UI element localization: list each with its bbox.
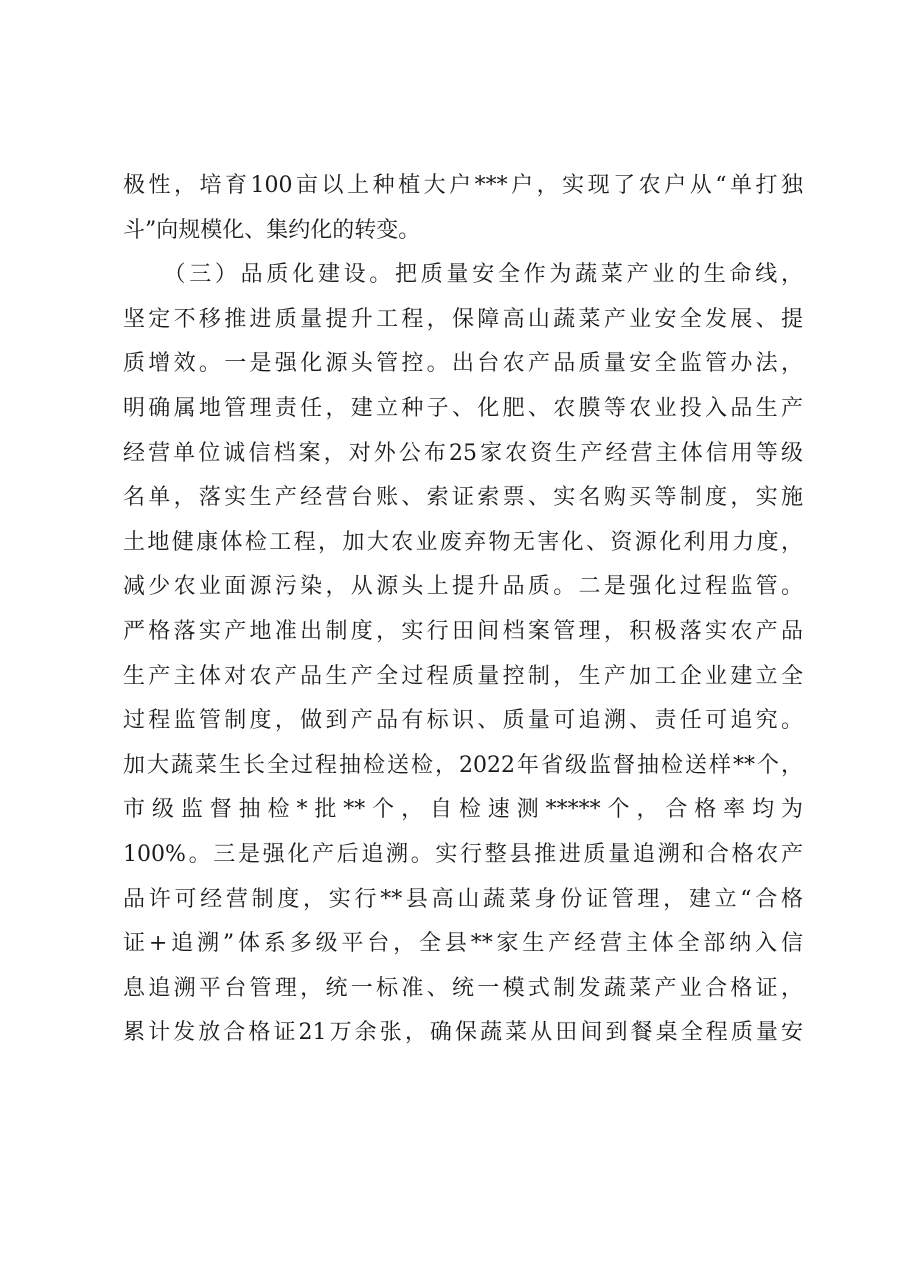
- text-line: 明确属地管理责任，建立种子、化肥、农膜等农业投入品生产: [123, 395, 803, 421]
- text-line: 累计发放合格证21万余张，确保蔬菜从田间到餐桌全程质量安: [123, 1020, 803, 1046]
- text-line: 坚定不移推进质量提升工程，保障高山蔬菜产业安全发展、提: [123, 306, 803, 332]
- text-line: 质增效。一是强化源头管控。出台农产品质量安全监管办法，: [123, 351, 803, 377]
- text-line: 严格落实产地准出制度，实行田间档案管理，积极落实农产品: [123, 618, 803, 644]
- text-line: 土地健康体检工程，加大农业废弃物无害化、资源化利用力度，: [123, 529, 803, 555]
- text-line: 息追溯平台管理，统一标准、统一模式制发蔬菜产业合格证，: [123, 975, 803, 1001]
- text-line: 加大蔬菜生长全过程抽检送检，2022年省级监督抽检送样**个，: [123, 752, 803, 778]
- text-line: 斗”向规模化、集约化的转变。: [123, 217, 421, 243]
- text-line: 品许可经营制度，实行**县高山蔬菜身份证管理，建立“合格: [123, 886, 803, 912]
- document-body: [123, 164, 803, 1056]
- text-line: 名单，落实生产经营台账、索证索票、实名购买等制度，实施: [123, 485, 803, 511]
- text-line: 减少农业面源污染，从源头上提升品质。二是强化过程监管。: [123, 574, 803, 600]
- text-line: （三）品质化建设。把质量安全作为蔬菜产业的生命线，: [123, 262, 803, 288]
- text-line: 市级监督抽检*批**个，自检速测*****个，合格率均为: [123, 797, 803, 823]
- text-line: 经营单位诚信档案，对外公布25家农资生产经营主体信用等级: [123, 440, 803, 466]
- text-line: 过程监管制度，做到产品有标识、质量可追溯、责任可追究。: [123, 708, 803, 734]
- text-line: 证+追溯”体系多级平台，全县**家生产经营主体全部纳入信: [123, 931, 803, 957]
- text-line: 生产主体对农产品生产全过程质量控制，生产加工企业建立全: [123, 663, 803, 689]
- text-line: 100%。三是强化产后追溯。实行整县推进质量追溯和合格农产: [123, 841, 803, 867]
- text-line: 极性，培育100亩以上种植大户***户，实现了农户从“单打独: [123, 173, 803, 198]
